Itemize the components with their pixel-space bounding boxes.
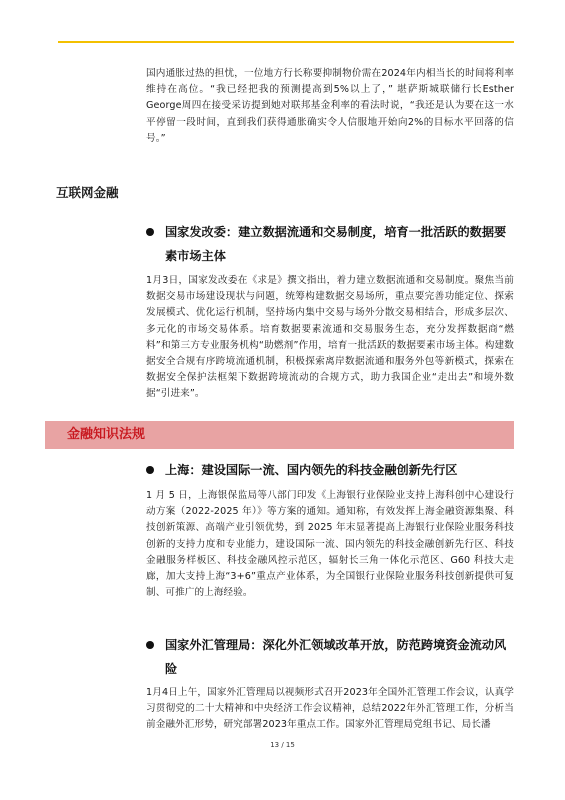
bullet-icon [146, 466, 154, 474]
item-ndrc-title-text: 国家发改委：建立数据流通和交易制度，培育一批活跃的数据要素市场主体 [165, 225, 507, 263]
bullet-icon [146, 228, 154, 236]
item-safe-title [165, 633, 515, 681]
item-ndrc-body: 1月3日，国家发改委在《求是》撰文指出，着力建立数据流通和交易制度。聚焦当前数据交易市场建设现状与问题，统筹构建数据交易场所，重点要完善功能定位、探索发展模式、优化运行机制，坚持场内集中交易与场外分散交易相结合，形成多层次、多元化的市场交易体系。培育数据要素流通和交易服务生态，充分发挥数据商“燃料”和第三方专业服务机构“助燃剂”作用，培育一批活跃的数据要素市场主体。构建数据安全合规有序跨境流通机制，积极探索离岸数据流通和服务外包等新模式，探索在数据安全保护法框架下数据跨境流动的合规方式，助力我国企业“走出去”和境外数据“引进来”。 [146, 275, 514, 400]
item-shanghai-title-text: 上海：建设国际一流、国内领先的科技金融创新先行区 [165, 463, 458, 477]
page-number: 13 / 15 [270, 741, 295, 749]
item-shanghai-title [165, 458, 515, 482]
item-shanghai-body: 1 月 5 日，上海银保监局等八部门印发《上海银行业保险业支持上海科创中心建设行动方案（2022-2025 年）》等方案的通知。通知称，有效发挥上海金融资源集聚、科技创新策源、高端产业引领优势，到 2025 年末显著提高上海银行业保险业服务科技创新的支持力度和专业能力，建设国际一流、国内领先的科技金融创新先行区、科技金融服务样板区、科技金融风控示范区，辐射长三角一体化示范区、G60 科技大走廊，加大支持上海“3+6”重点产业体系，为全国银行业保险业服务科技创新提供可复制、可推广的上海经验。 [146, 490, 514, 599]
section-banner-financial-regulations [45, 421, 514, 449]
item-safe-title-text: 国家外汇管理局：深化外汇领域改革开放，防范跨境资金流动风险 [165, 638, 507, 676]
paragraph-fed-inflation: 国内通胀过热的担忧，一位地方行长称要抑制物价需在2024年内相当长的时间将利率维持在高位。“我已经把我的预测提高到5%以上了，” 堪萨斯城联储行长Esther George周四在接受采访提到她对联邦基金利率的看法时说，“我还是认为要在这一水平停留一段时间，直到我们获得通胀确实令人信服地开始向2%的目标水平回落的信号。” [146, 68, 514, 144]
section-heading-internet-finance: 互联网金融 [56, 185, 119, 200]
item-ndrc-title [165, 220, 515, 268]
section-banner-label: 金融知识法规 [67, 427, 146, 442]
item-safe-body: 1月4日上午，国家外汇管理局以视频形式召开2023年全国外汇管理工作会议，认真学习贯彻党的二十大精神和中央经济工作会议精神，总结2022年外汇管理工作，分析当前金融外汇形势，研究部署2023年重点工作。国家外汇管理局党组书记、局长潘 [146, 687, 514, 731]
header-accent-rule [58, 41, 514, 43]
bullet-icon [146, 641, 154, 649]
